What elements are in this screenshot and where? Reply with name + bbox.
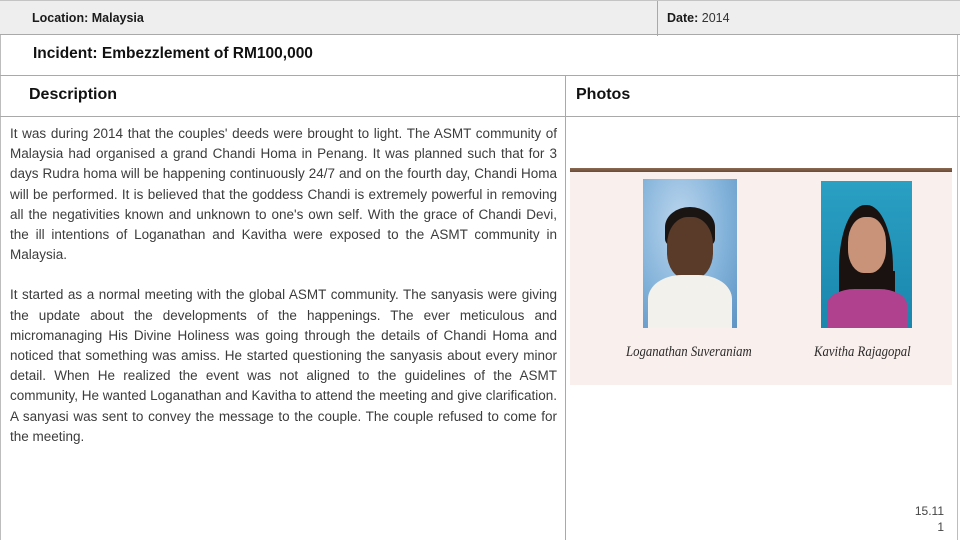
- person-photo-loganathan: [643, 179, 737, 328]
- person-caption: Loganathan Suveraniam: [626, 344, 752, 360]
- photos-panel: [570, 168, 952, 385]
- meta-row: [0, 0, 960, 35]
- portrait-image: [643, 179, 737, 328]
- date-field: [667, 11, 730, 25]
- portrait-image: [821, 181, 912, 328]
- date-label: Date:: [667, 11, 699, 25]
- page-number: [915, 503, 944, 535]
- description-body: [10, 124, 557, 467]
- incident-title: Incident: Embezzlement of RM100,000: [33, 45, 313, 62]
- date-value: 2014: [701, 11, 730, 25]
- photos-heading: Photos: [576, 86, 631, 103]
- person-caption: Kavitha Rajagopal: [814, 344, 911, 360]
- description-paragraph: It was during 2014 that the couples' deeds were brought to light. The ASMT community of Malaysia had organised a grand Chandi Homa in Penang. It was planned such that for 3 days Rudra homa will be happening continuously 24/7 and on the fourth day, Chandi Homa will be performed. It is believed that the goddess Chandi is extremely powerful in removing all the negativities known and unknown to one's own self. With the grace of Chandi Devi, the ill intentions of Loganathan and Kavitha were exposed to the ASMT community in Malaysia.: [10, 126, 557, 263]
- description-paragraph: It started as a normal meeting with the global ASMT community. The sanyasis were giving the update about the developments of the happenings. The ever meticulous and micromanaging His Divine Holiness was going through the details of Chandi Homa and noticed that something was amiss. He started questioning the sanyasis about every minor detail. When He realized the event was not aligned to the guidelines of the ASMT community, He wanted Loganathan and Kavitha to attend the meeting and give clarification. A sanyasi was sent to convey the message to the couple. The couple refused to come for the meeting.: [10, 287, 557, 444]
- meta-divider: [657, 1, 658, 36]
- person-photo-kavitha: [821, 179, 912, 326]
- photo-top-bar: [570, 168, 952, 172]
- location-field: [32, 11, 144, 25]
- description-heading: Description: [29, 86, 118, 103]
- page-number-line2: 1: [937, 520, 944, 534]
- incident-row: [0, 35, 960, 76]
- column-divider: [565, 76, 566, 540]
- location-value: Malaysia: [91, 11, 144, 25]
- column-header-row: [0, 76, 960, 117]
- location-label: Location:: [32, 11, 89, 25]
- page-number-line1: 15.11: [914, 504, 944, 518]
